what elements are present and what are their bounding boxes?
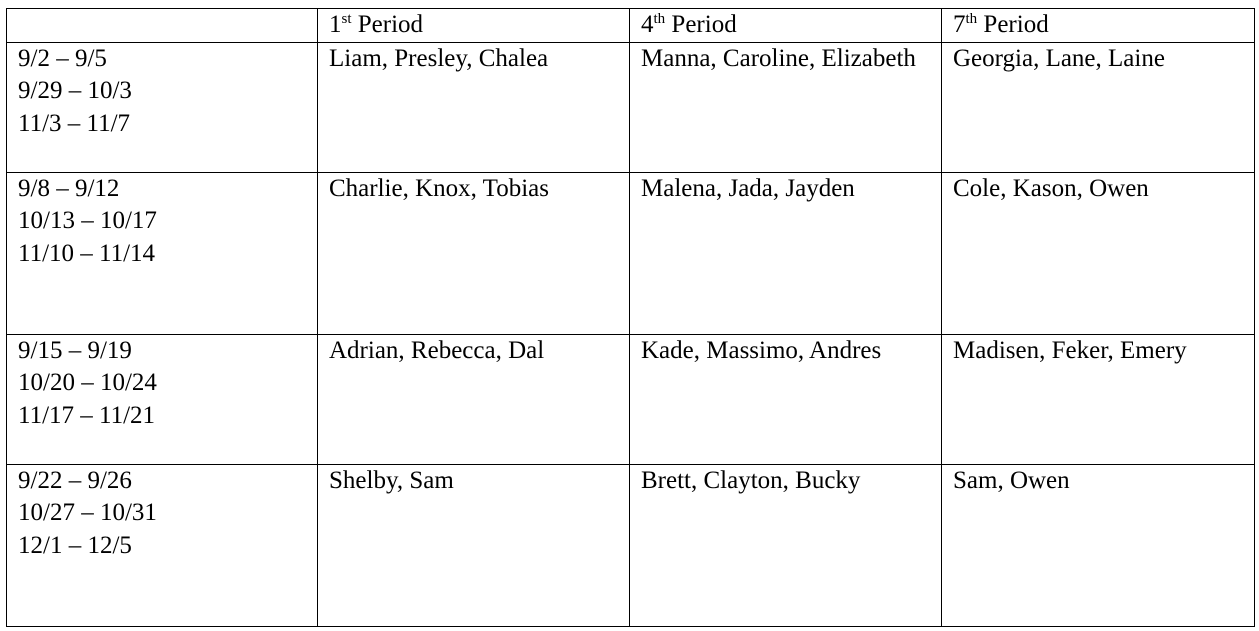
- date-cell: [7, 42, 318, 172]
- names-cell-period-7: Sam, Owen: [942, 464, 1255, 626]
- names-cell-period-4: Kade, Massimo, Andres: [630, 334, 942, 464]
- names-cell-period-1: Shelby, Sam: [318, 464, 630, 626]
- date-range: 12/1 – 12/5: [18, 531, 132, 559]
- names-cell-period-4: Manna, Caroline, Elizabeth: [630, 42, 942, 172]
- header-period-1: [318, 9, 630, 43]
- date-range: 9/2 – 9/5: [18, 44, 107, 72]
- names-cell-period-7: Cole, Kason, Owen: [942, 172, 1255, 334]
- table-row: [7, 42, 1255, 172]
- period-number: 7: [953, 11, 966, 38]
- date-range: 9/8 – 9/12: [18, 174, 120, 202]
- period-label: Period: [983, 11, 1049, 38]
- header-blank-cell: [7, 9, 318, 43]
- date-cell: [7, 334, 318, 464]
- names-cell-period-1: Charlie, Knox, Tobias: [318, 172, 630, 334]
- date-range: 9/15 – 9/19: [18, 336, 132, 364]
- names-cell-period-4: Brett, Clayton, Bucky: [630, 464, 942, 626]
- table-row: [7, 464, 1255, 626]
- header-row: [7, 9, 1255, 43]
- date-cell: [7, 172, 318, 334]
- header-period-4: [630, 9, 942, 43]
- period-ordinal: st: [341, 11, 352, 27]
- schedule-table: [6, 8, 1255, 627]
- date-range: 9/29 – 10/3: [18, 77, 132, 104]
- date-cell: [7, 464, 318, 626]
- period-label: Period: [671, 11, 737, 38]
- names-cell-period-7: Madisen, Feker, Emery: [942, 334, 1255, 464]
- date-range: 10/27 – 10/31: [18, 499, 157, 526]
- date-range: 9/22 – 9/26: [18, 466, 132, 494]
- period-label: Period: [357, 11, 424, 38]
- date-range: 11/3 – 11/7: [18, 109, 131, 137]
- date-range: 11/10 – 11/14: [18, 239, 156, 267]
- period-ordinal: th: [965, 11, 978, 27]
- names-cell-period-1: Liam, Presley, Chalea: [318, 42, 630, 172]
- period-number: 4: [641, 11, 654, 38]
- header-period-7: [942, 9, 1255, 43]
- date-range: 11/17 – 11/21: [18, 401, 156, 429]
- table-row: [7, 172, 1255, 334]
- table-row: [7, 334, 1255, 464]
- period-ordinal: th: [653, 11, 666, 27]
- names-cell-period-7: Georgia, Lane, Laine: [942, 42, 1255, 172]
- period-number: 1: [329, 11, 342, 38]
- date-range: 10/13 – 10/17: [18, 207, 157, 234]
- date-range: 10/20 – 10/24: [18, 369, 157, 396]
- names-cell-period-4: Malena, Jada, Jayden: [630, 172, 942, 334]
- names-cell-period-1: Adrian, Rebecca, Dal: [318, 334, 630, 464]
